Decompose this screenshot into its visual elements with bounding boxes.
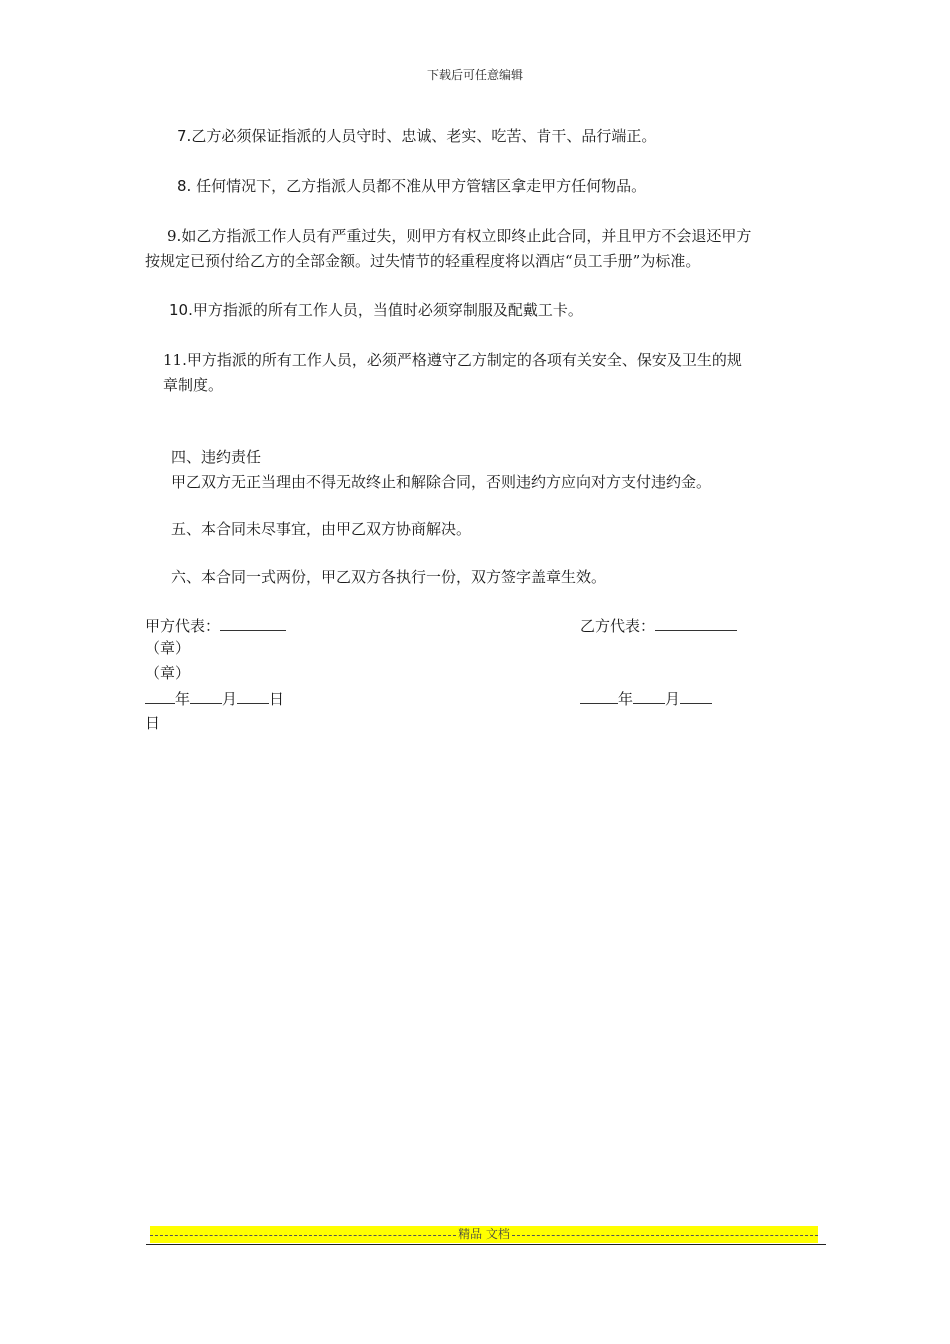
b-year-label: 年 [618,690,634,708]
party-b-blank [655,618,737,631]
section-5: 五、本合同未尽事宜，由甲乙双方协商解决。 [171,520,472,538]
footer-banner [150,1226,818,1243]
month-label: 月 [222,690,238,708]
b-month-blank [633,691,665,704]
party-a-representative [145,614,286,638]
footer-dash-right [512,1226,818,1243]
section-4-title: 四、违约责任 [171,448,262,466]
party-a-day-wrap: 日 [145,714,161,732]
party-a-blank [220,618,286,631]
b-day-blank [680,691,712,704]
party-a-label: 甲方代表： [145,617,221,635]
clause-9-line-1 [145,224,751,249]
clause-8-text: 任何情况下，乙方指派人员都不准从甲方管辖区拿走甲方任何物品。 [191,177,647,195]
clause-7-number: 7. [177,127,192,145]
month-blank [190,691,222,704]
party-b-date [580,687,712,711]
clause-11-text-1: 甲方指派的所有工作人员，必须严格遵守乙方制定的各项有关安全、保安及卫生的规 [186,351,742,369]
clause-11 [163,348,742,398]
seal-2: （章） [145,664,191,682]
year-blank [145,691,175,704]
seal-1: （章） [145,639,191,657]
clause-8-number: 8. [177,177,192,195]
section-6: 六、本合同一式两份，甲乙双方各执行一份，双方签字盖章生效。 [171,568,607,586]
footer-rule [146,1244,826,1245]
clause-9-line-2: 按规定已预付给乙方的全部金额。过失情节的轻重程度将以酒店“员工手册”为标准。 [145,252,701,270]
clause-9 [145,224,751,274]
party-b-label: 乙方代表： [580,617,656,635]
footer-text: 精品 文档 [458,1227,510,1241]
header-note: 下载后可任意编辑 [426,68,523,82]
section-4-text: 甲乙双方无正当理由不得无故终止和解除合同，否则违约方应向对方支付违约金。 [171,473,712,491]
footer-dash-left [150,1226,456,1243]
clause-10-text: 甲方指派的所有工作人员，当值时必须穿制服及配戴工卡。 [192,301,583,319]
clause-11-line-2: 章制度。 [163,376,224,394]
clause-8 [177,174,646,199]
clause-9-number: 9. [167,227,182,245]
day-label: 日 [269,690,285,708]
party-b-representative [580,614,737,638]
party-a-date [145,687,284,711]
b-year-blank [580,691,618,704]
year-label: 年 [175,690,191,708]
clause-11-line-1 [163,348,742,373]
clause-11-number: 11. [163,351,187,369]
clause-10-number: 10. [169,301,193,319]
b-month-label: 月 [665,690,681,708]
clause-7-text: 乙方必须保证指派的人员守时、忠诚、老实、吃苦、肯干、品行端正。 [191,127,657,145]
clause-7 [177,124,656,149]
clause-10 [169,298,583,323]
clause-9-text-1: 如乙方指派工作人员有严重过失，则甲方有权立即终止此合同，并且甲方不会退还甲方 [181,227,752,245]
day-blank [237,691,269,704]
